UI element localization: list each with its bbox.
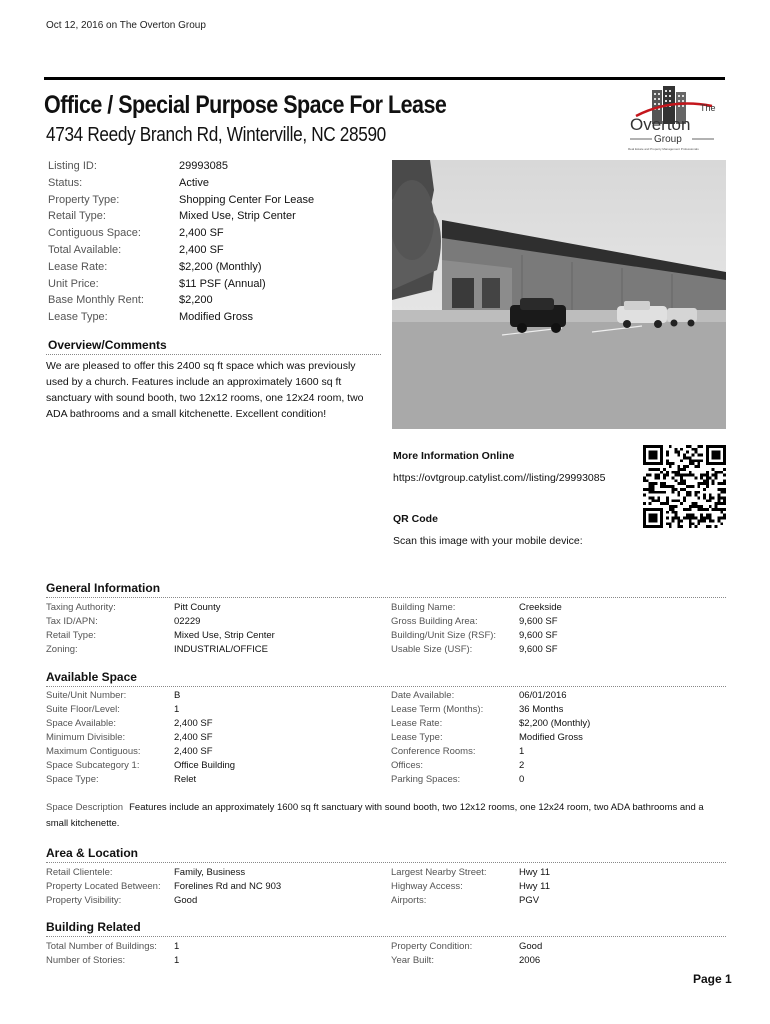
field-label: Property Visibility: xyxy=(46,895,122,906)
field-label: Usable Size (USF): xyxy=(391,644,473,655)
header-rule xyxy=(44,77,725,80)
logo-tagline: Real Estate and Property Management Professionals xyxy=(628,147,699,151)
field-value: 2 xyxy=(519,760,525,771)
field-label: Suite/Unit Number: xyxy=(46,690,127,701)
field-label: Gross Building Area: xyxy=(391,616,478,627)
field-value: Forelines Rd and NC 903 xyxy=(174,881,282,892)
property-photo xyxy=(392,160,726,429)
field-value: 9,600 SF xyxy=(519,616,558,627)
field-label: Total Number of Buildings: xyxy=(46,941,157,952)
general-heading: General Information xyxy=(46,581,161,595)
space-description xyxy=(46,800,726,832)
page-subtitle-address: 4734 Reedy Branch Rd, Winterville, NC 28590 xyxy=(46,124,386,146)
field-value: 1 xyxy=(174,955,180,966)
area-heading: Area & Location xyxy=(46,846,139,860)
area-divider xyxy=(46,862,726,863)
field-value: B xyxy=(174,690,181,701)
field-value: Hwy 11 xyxy=(519,867,550,878)
summary-label: Total Available: xyxy=(48,244,122,256)
overview-divider xyxy=(46,354,381,355)
field-label: Minimum Divisible: xyxy=(46,732,126,743)
field-label: Building/Unit Size (RSF): xyxy=(391,630,497,641)
overview-text: We are pleased to offer this 2400 sq ft space which was previously used by a church. Features include an approximately 1600 sq ft sanctuary with sound booth, two 12x12 rooms, one 12x24 room, two ADA bathrooms and a small kitchenette. Excellent condition! xyxy=(46,360,364,420)
field-value: Relet xyxy=(174,774,197,785)
field-value: 2006 xyxy=(519,955,541,966)
field-value: Modified Gross xyxy=(519,732,583,743)
page-title: Office / Special Purpose Space For Lease xyxy=(44,91,447,119)
summary-value: $2,200 (Monthly) xyxy=(179,260,262,273)
summary-label: Unit Price: xyxy=(48,277,99,290)
field-value: 9,600 SF xyxy=(519,644,558,655)
field-label: Property Located Between: xyxy=(46,881,161,892)
summary-value: 2,400 SF xyxy=(179,227,224,240)
overview-heading: Overview/Comments xyxy=(48,338,167,352)
field-label: Parking Spaces: xyxy=(391,774,461,785)
summary-label: Property Type: xyxy=(48,193,120,206)
summary-value: Active xyxy=(179,176,209,189)
field-value: 1 xyxy=(174,941,180,952)
field-label: Retail Clientele: xyxy=(46,867,113,878)
field-label: Year Built: xyxy=(391,955,434,966)
field-value: 2,400 SF xyxy=(174,718,213,729)
field-value: 02229 xyxy=(174,616,201,627)
field-label: Property Condition: xyxy=(391,941,473,952)
field-label: Space Type: xyxy=(46,774,99,785)
field-value: 36 Months xyxy=(519,704,564,715)
field-label: Retail Type: xyxy=(46,630,96,641)
field-label: Conference Rooms: xyxy=(391,746,476,757)
field-label: Offices: xyxy=(391,760,424,771)
more-info-heading: More Information Online xyxy=(393,450,515,462)
summary-label: Contiguous Space: xyxy=(48,227,141,240)
field-value: PGV xyxy=(519,895,540,906)
field-value: 9,600 SF xyxy=(519,630,558,641)
qr-code-icon xyxy=(643,443,726,530)
available-heading: Available Space xyxy=(46,670,137,684)
field-value: Office Building xyxy=(174,760,236,771)
field-value: 2,400 SF xyxy=(174,746,213,757)
field-label: Zoning: xyxy=(46,644,78,655)
field-value: Mixed Use, Strip Center xyxy=(174,630,275,641)
space-description-text: Features include an approximately 1600 sq ft sanctuary with sound booth, two 12x12 rooms, one 12x24 room, two ADA bathrooms and a small kitchenette. xyxy=(46,802,704,829)
summary-label: Lease Rate: xyxy=(48,260,108,273)
field-label: Date Available: xyxy=(391,690,455,701)
field-label: Space Subcategory 1: xyxy=(46,760,140,771)
field-label: Lease Rate: xyxy=(391,718,443,729)
field-label: Tax ID/APN: xyxy=(46,616,98,627)
field-label: Lease Term (Months): xyxy=(391,704,484,715)
field-value: 0 xyxy=(519,774,525,785)
field-value: 1 xyxy=(174,704,180,715)
field-value: Good xyxy=(519,941,543,952)
listing-url-link[interactable]: https://ovtgroup.catylist.com//listing/29993085 xyxy=(393,472,606,484)
field-label: Lease Type: xyxy=(391,732,443,743)
summary-value: 29993085 xyxy=(179,160,228,172)
field-value: Creekside xyxy=(519,602,562,613)
summary-value: Mixed Use, Strip Center xyxy=(179,210,296,223)
field-label: Suite Floor/Level: xyxy=(46,704,120,715)
field-value: Hwy 11 xyxy=(519,881,550,892)
summary-value: 2,400 SF xyxy=(179,244,224,256)
summary-label: Lease Type: xyxy=(48,311,108,324)
field-label: Largest Nearby Street: xyxy=(391,867,487,878)
field-label: Space Available: xyxy=(46,718,117,729)
logo-the: The xyxy=(700,103,716,113)
summary-value: $2,200 xyxy=(179,294,213,307)
field-label: Taxing Authority: xyxy=(46,602,116,613)
summary-label: Status: xyxy=(48,176,83,189)
qr-heading: QR Code xyxy=(393,513,438,525)
field-value: 06/01/2016 xyxy=(519,690,567,701)
field-value: 1 xyxy=(519,746,525,757)
logo-group: Group xyxy=(654,134,682,145)
space-description-label: Space Description xyxy=(46,802,124,813)
logo-overton: Overton xyxy=(630,115,691,134)
qr-instructions: Scan this image with your mobile device: xyxy=(393,535,583,547)
summary-label: Base Monthly Rent: xyxy=(48,294,144,307)
building-heading: Building Related xyxy=(46,920,141,934)
summary-value: Modified Gross xyxy=(179,311,253,324)
summary-value: Shopping Center For Lease xyxy=(179,193,315,206)
summary-label: Retail Type: xyxy=(48,210,106,223)
field-label: Maximum Contiguous: xyxy=(46,746,141,757)
field-value: $2,200 (Monthly) xyxy=(519,718,591,729)
summary-value: $11 PSF (Annual) xyxy=(179,277,266,290)
field-value: Good xyxy=(174,895,198,906)
page-number: Page 1 xyxy=(693,972,732,986)
available-divider xyxy=(46,686,726,687)
field-value: Pitt County xyxy=(174,602,221,613)
header-date-line: Oct 12, 2016 on The Overton Group xyxy=(46,20,206,31)
building-divider xyxy=(46,936,726,937)
field-value: 2,400 SF xyxy=(174,732,213,743)
field-value: Family, Business xyxy=(174,867,246,878)
field-label: Airports: xyxy=(391,895,427,906)
field-label: Number of Stories: xyxy=(46,955,126,966)
overton-group-logo xyxy=(616,84,726,154)
field-label: Building Name: xyxy=(391,602,456,613)
general-divider xyxy=(46,597,726,598)
field-value: INDUSTRIAL/OFFICE xyxy=(174,644,268,655)
field-label: Highway Access: xyxy=(391,881,463,892)
summary-label: Listing ID: xyxy=(48,160,97,172)
